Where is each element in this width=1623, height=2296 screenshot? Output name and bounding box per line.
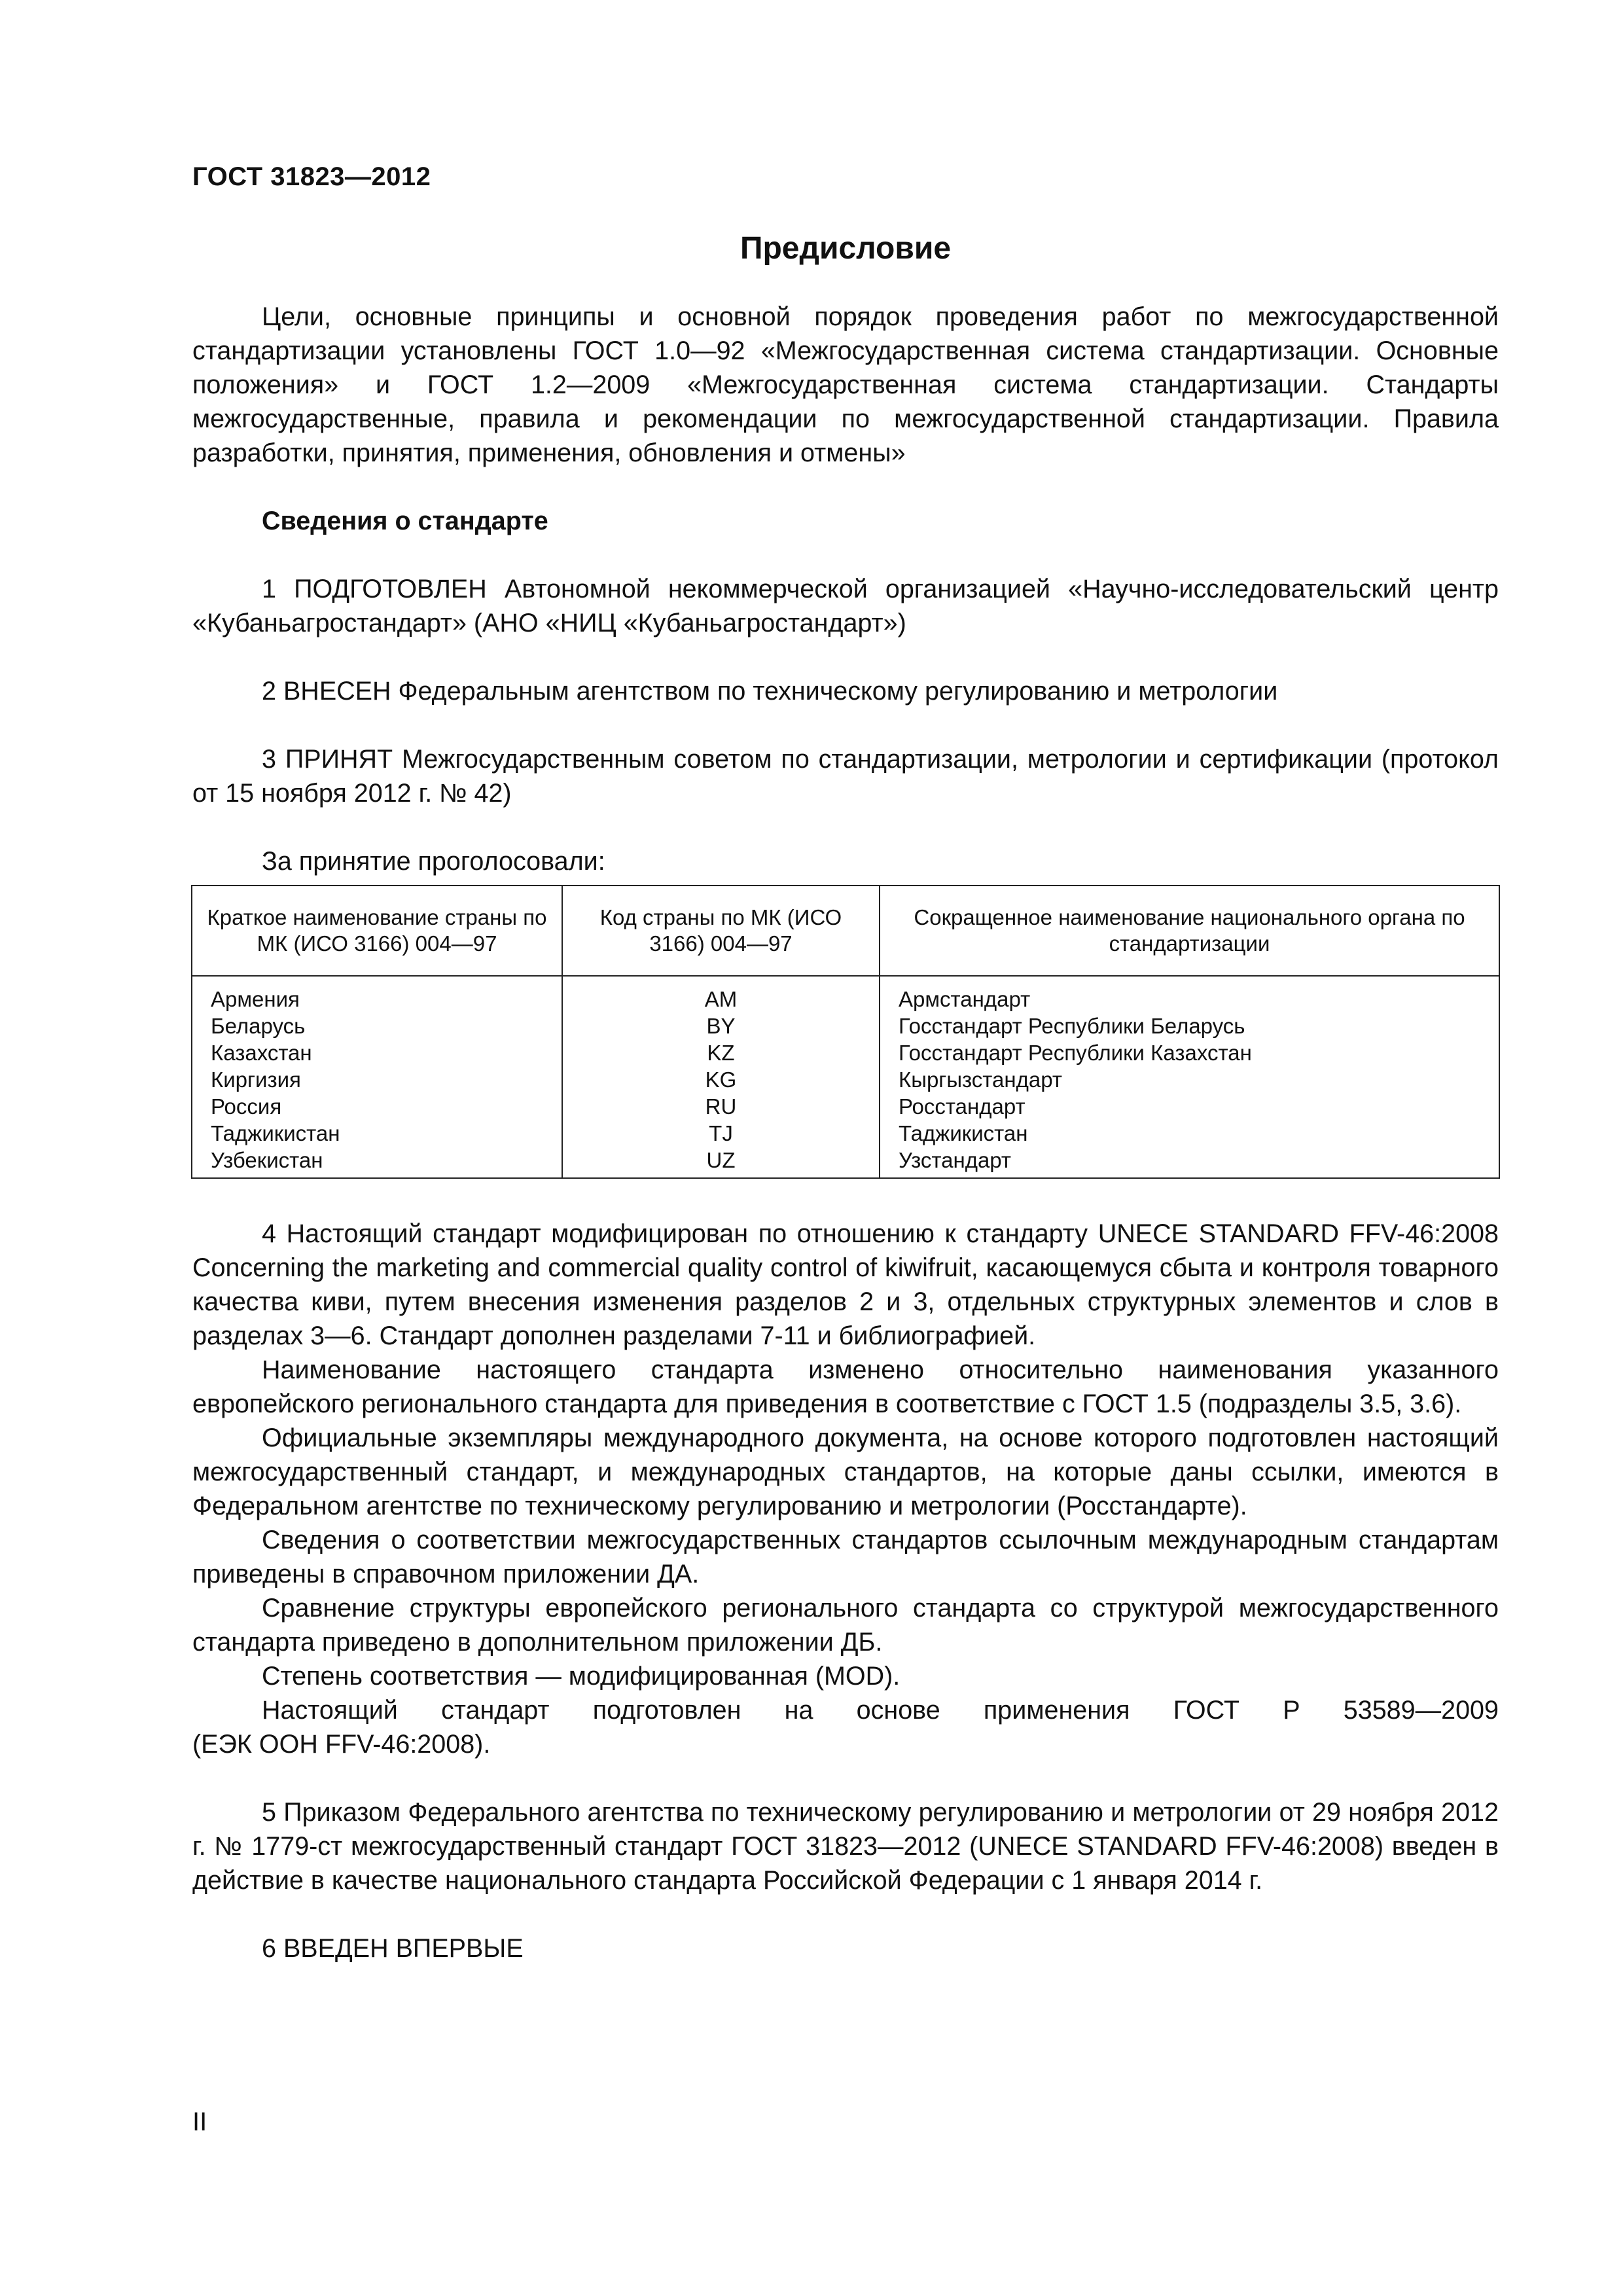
table-row [192, 1066, 1499, 1093]
table-row [192, 1013, 1499, 1039]
item-6-paragraph: 6 ВВЕДЕН ВПЕРВЫЕ [262, 1934, 524, 1963]
table-cell-country: Казахстан [192, 1039, 562, 1066]
item-4-degree-paragraph: Степень соответствия — модифицированная (MOD). [262, 1662, 901, 1691]
table-row [192, 1120, 1499, 1147]
page-title: Предисловие [740, 231, 952, 266]
item-4-basis-continuation: (ЕЭК ООН FFV-46:2008). [192, 1730, 491, 1759]
item-3-paragraph: 3 ПРИНЯТ Межгосударственным советом по стандартизации, метрологии и сертификации (протокол от 15 ноября 2012 г. № 42) [192, 745, 1499, 808]
item-4-paragraph: 4 Настоящий стандарт модифицирован по отношению к стандарту UNECE STANDARD FFV-46:2008 Concerning the marketing and commercial quality control of kiwifruit, касающемуся сбыта и контроля товарного качества киви, путем внесения изменения разделов 2 и 3, отдельных структурных элементов и слов в разделах 3—6. Стандарт дополнен разделами 7-11 и библиографией. [192, 1219, 1499, 1350]
table-row [192, 1147, 1499, 1178]
table-header-country: Краткое наименование страны по МК (ИСО 3166) 004—97 [192, 886, 562, 976]
table-row [192, 1093, 1499, 1120]
item-4-name-paragraph: Наименование настоящего стандарта изменено относительно наименования указанного европейского регионального стандарта для приведения в соответствие с ГОСТ 1.5 (подразделы 3.5, 3.6). [192, 1355, 1499, 1418]
table-cell-country: Киргизия [192, 1066, 562, 1093]
table-cell-authority: Таджикистан [880, 1120, 1499, 1147]
table-row [192, 1039, 1499, 1066]
table-row [192, 976, 1499, 1013]
table-cell-code: BY [562, 1013, 880, 1039]
table-header-row [192, 886, 1499, 976]
table-cell-code: RU [562, 1093, 880, 1120]
table-cell-country: Армения [192, 976, 562, 1013]
voting-table [191, 885, 1500, 1179]
table-header-authority: Сокращенное наименование национального органа по стандартизации [880, 886, 1499, 976]
item-4-conformity-paragraph: Сведения о соответствии межгосударственных стандартов ссылочным международным стандартам приведены в справочном приложении ДА. [192, 1526, 1499, 1588]
table-header-code: Код страны по МК (ИСО 3166) 004—97 [562, 886, 880, 976]
table-cell-country: Таджикистан [192, 1120, 562, 1147]
item-2-paragraph: 2 ВНЕСЕН Федеральным агентством по техническому регулированию и метрологии [262, 677, 1278, 706]
table-cell-code: KG [562, 1066, 880, 1093]
table-cell-code: UZ [562, 1147, 880, 1178]
document-body [192, 300, 1499, 1965]
table-cell-authority: Кыргызстандарт [880, 1066, 1499, 1093]
section-subheading: Сведения о стандарте [262, 507, 548, 535]
page-number: II [192, 2108, 207, 2136]
item-1-paragraph: 1 ПОДГОТОВЛЕН Автономной некоммерческой организацией «Научно-исследовательский центр «Кубаньагростандарт» (АНО «НИЦ «Кубаньагростандарт») [192, 575, 1499, 637]
table-cell-code: TJ [562, 1120, 880, 1147]
item-5-paragraph: 5 Приказом Федерального агентства по техническому регулированию и метрологии от 29 ноября 2012 г. № 1779-ст межгосударственный стандарт ГОСТ 31823—2012 (UNECE STANDARD FFV-46:2008) введен в действие в качестве национального стандарта Российской Федерации с 1 января 2014 г. [192, 1798, 1499, 1895]
item-4-official-copies-paragraph: Официальные экземпляры международного документа, на основе которого подготовлен настоящий межгосударственный стандарт, и международных стандартов, на которые даны ссылки, имеются в Федеральном агентстве по техническому регулированию и метрологии (Росстандарте). [192, 1424, 1499, 1520]
table-cell-country: Узбекистан [192, 1147, 562, 1178]
table-cell-code: KZ [562, 1039, 880, 1066]
intro-paragraph: Цели, основные принципы и основной порядок проведения работ по межгосударственной стандартизации установлены ГОСТ 1.0—92 «Межгосударственная система стандартизации. Основные положения» и ГОСТ 1.2—2009 «Межгосударственная система стандартизации. Стандарты межгосударственные, правила и рекомендации по межгосударственной стандартизации. Правила разработки, принятия, применения, обновления и отмены» [192, 302, 1499, 467]
document-code: ГОСТ 31823—2012 [192, 162, 431, 191]
table-cell-country: Беларусь [192, 1013, 562, 1039]
item-4-basis-paragraph: Настоящий стандарт подготовлен на основе применения ГОСТ Р 53589—2009 [262, 1696, 1499, 1725]
item-4-structure-paragraph: Сравнение структуры европейского регионального стандарта со структурой межгосударственного стандарта приведено в дополнительном приложении ДБ. [192, 1594, 1499, 1657]
table-cell-country: Россия [192, 1093, 562, 1120]
table-cell-authority: Госстандарт Республики Беларусь [880, 1013, 1499, 1039]
table-cell-authority: Узстандарт [880, 1147, 1499, 1178]
table-cell-authority: Росстандарт [880, 1093, 1499, 1120]
table-cell-code: AM [562, 976, 880, 1013]
table-cell-authority: Госстандарт Республики Казахстан [880, 1039, 1499, 1066]
vote-intro-text: За принятие проголосовали: [262, 847, 605, 876]
table-cell-authority: Армстандарт [880, 976, 1499, 1013]
